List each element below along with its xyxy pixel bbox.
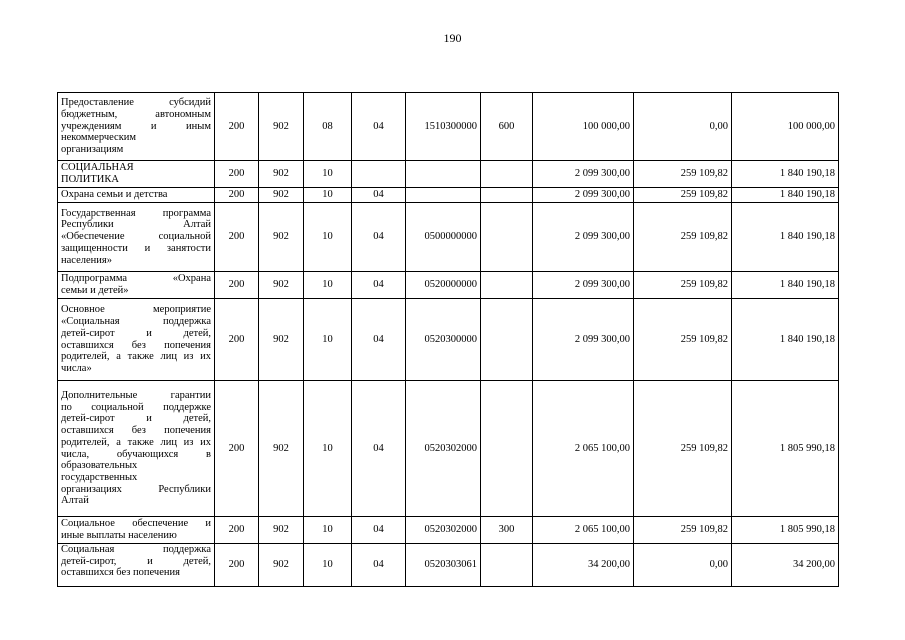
description-line: бюджетным, автономным (61, 108, 211, 120)
description-line: Дополнительные гарантии (61, 389, 211, 401)
table-row (58, 203, 839, 272)
page-number: 190 (443, 31, 462, 45)
table-cell-planned: 2 099 300,00 (533, 188, 634, 203)
table-cell-section: 10 (304, 203, 352, 272)
table-cell-target-item: 0500000000 (406, 203, 481, 272)
description-line: государственных (61, 471, 138, 483)
description-line: «Социальная поддержка (61, 316, 211, 328)
table-cell-admin-code: 200 (215, 93, 259, 161)
description-line: населения» (61, 254, 112, 266)
description-line: организациям (61, 144, 124, 156)
table-cell-section: 10 (304, 381, 352, 517)
table-cell-description (58, 272, 215, 299)
table-cell-subsection: 04 (352, 93, 406, 161)
table-cell-remaining: 1 840 190,18 (732, 161, 839, 188)
table-cell-admin-code: 200 (215, 272, 259, 299)
table-cell-admin-code: 200 (215, 203, 259, 272)
table-row (58, 299, 839, 381)
table-cell-admin-code: 200 (215, 517, 259, 544)
description-line: родителей, а также лиц из их (61, 351, 211, 363)
table-cell-description (58, 161, 215, 188)
description-line: детей-сирот и детей, (61, 413, 211, 425)
description-line: образовательных (61, 460, 138, 472)
table-cell-planned: 2 065 100,00 (533, 381, 634, 517)
table-cell-remaining: 1 805 990,18 (732, 381, 839, 517)
table-cell-subsection: 04 (352, 203, 406, 272)
table-cell-executed: 259 109,82 (634, 517, 732, 544)
table-cell-expense-type (481, 188, 533, 203)
table-cell-executed: 0,00 (634, 93, 732, 161)
table-cell-executed: 0,00 (634, 544, 732, 587)
table-cell-description (58, 381, 215, 517)
table-cell-description (58, 299, 215, 381)
table-cell-target-item: 0520302000 (406, 381, 481, 517)
table-cell-expense-type: 600 (481, 93, 533, 161)
table-cell-planned: 2 099 300,00 (533, 203, 634, 272)
description-line: Предоставление субсидий (61, 97, 211, 109)
table-row (58, 544, 839, 587)
description-line: Алтай (61, 495, 89, 507)
table-row (58, 517, 839, 544)
table-cell-ministry-code: 902 (259, 93, 304, 161)
table-cell-planned: 100 000,00 (533, 93, 634, 161)
description-line: защищенности и занятости (61, 242, 211, 254)
description-line: «Обеспечение социальной (61, 231, 211, 243)
table-cell-admin-code: 200 (215, 381, 259, 517)
table-cell-section: 10 (304, 517, 352, 544)
table-cell-planned: 2 099 300,00 (533, 299, 634, 381)
table-cell-admin-code: 200 (215, 544, 259, 587)
table-cell-description (58, 93, 215, 161)
table-cell-expense-type: 300 (481, 517, 533, 544)
table-cell-section: 10 (304, 299, 352, 381)
table-cell-target-item: 0520303061 (406, 544, 481, 587)
table-cell-expense-type (481, 299, 533, 381)
table-cell-planned: 2 065 100,00 (533, 517, 634, 544)
description-line: Социальная поддержка (61, 544, 211, 555)
table-cell-section: 10 (304, 188, 352, 203)
description-line: ПОЛИТИКА (61, 174, 119, 185)
description-line: родителей, а также лиц из их (61, 436, 211, 448)
budget-table (57, 92, 839, 587)
description-line: Республики Алтай (61, 219, 211, 231)
table-cell-executed: 259 109,82 (634, 381, 732, 517)
description-line: детей-сирот и детей, (61, 327, 211, 339)
table-cell-ministry-code: 902 (259, 272, 304, 299)
table-cell-expense-type (481, 544, 533, 587)
table-cell-subsection: 04 (352, 381, 406, 517)
table-cell-ministry-code: 902 (259, 544, 304, 587)
table-cell-section: 08 (304, 93, 352, 161)
table-cell-remaining: 100 000,00 (732, 93, 839, 161)
description-line: Социальное обеспечение и (61, 518, 211, 530)
description-line: оставшихся без попечения (61, 339, 211, 351)
description-line: семьи и детей» (61, 285, 129, 296)
description-line: иные выплаты населению (61, 530, 177, 541)
table-cell-subsection: 04 (352, 544, 406, 587)
table-cell-subsection: 04 (352, 299, 406, 381)
table-cell-section: 10 (304, 272, 352, 299)
description-line: организациях Республики (61, 483, 211, 495)
table-cell-subsection: 04 (352, 188, 406, 203)
description-line: оставшихся без попечения (61, 425, 211, 437)
table-cell-section: 10 (304, 161, 352, 188)
description-line: учреждениям и иным (61, 120, 211, 132)
table-cell-executed: 259 109,82 (634, 188, 732, 203)
table-cell-admin-code: 200 (215, 188, 259, 203)
description-line: по социальной поддержке (61, 401, 211, 413)
table-cell-remaining: 1 805 990,18 (732, 517, 839, 544)
description-line: Государственная программа (61, 207, 211, 219)
table-cell-target-item: 0520000000 (406, 272, 481, 299)
table-cell-target-item (406, 161, 481, 188)
table-cell-remaining: 34 200,00 (732, 544, 839, 587)
table-cell-remaining: 1 840 190,18 (732, 299, 839, 381)
description-line: СОЦИАЛЬНАЯ (61, 162, 134, 174)
table-cell-subsection: 04 (352, 272, 406, 299)
table-cell-target-item: 0520300000 (406, 299, 481, 381)
description-line: числа» (61, 362, 92, 374)
table-row (58, 188, 839, 203)
table-cell-admin-code: 200 (215, 299, 259, 381)
table-cell-executed: 259 109,82 (634, 299, 732, 381)
table-cell-planned: 2 099 300,00 (533, 272, 634, 299)
table-cell-subsection: 04 (352, 517, 406, 544)
table-cell-ministry-code: 902 (259, 203, 304, 272)
table-row (58, 381, 839, 517)
table-cell-ministry-code: 902 (259, 188, 304, 203)
description-line: оставшихся без попечения (61, 567, 180, 579)
table-cell-executed: 259 109,82 (634, 161, 732, 188)
table-cell-description (58, 203, 215, 272)
description-line: числа, обучающихся в (61, 448, 211, 460)
description-line: детей-сирот, и детей, (61, 555, 211, 567)
table-cell-target-item: 0520302000 (406, 517, 481, 544)
description-line: некоммерческим (61, 132, 137, 144)
table-row (58, 272, 839, 299)
table-cell-ministry-code: 902 (259, 381, 304, 517)
table-cell-remaining: 1 840 190,18 (732, 188, 839, 203)
table-body (58, 93, 839, 587)
table-cell-admin-code: 200 (215, 161, 259, 188)
table-row (58, 161, 839, 188)
table-cell-expense-type (481, 272, 533, 299)
table-cell-subsection (352, 161, 406, 188)
table-cell-description (58, 517, 215, 544)
table-cell-expense-type (481, 381, 533, 517)
description-line: Основное мероприятие (61, 304, 211, 316)
table-cell-ministry-code: 902 (259, 299, 304, 381)
table-cell-planned: 2 099 300,00 (533, 161, 634, 188)
description-line: Охрана семьи и детства (61, 189, 168, 201)
table-cell-executed: 259 109,82 (634, 272, 732, 299)
table-cell-executed: 259 109,82 (634, 203, 732, 272)
table-cell-expense-type (481, 203, 533, 272)
table-cell-remaining: 1 840 190,18 (732, 203, 839, 272)
table-cell-ministry-code: 902 (259, 161, 304, 188)
table-cell-planned: 34 200,00 (533, 544, 634, 587)
table-cell-target-item (406, 188, 481, 203)
table-cell-ministry-code: 902 (259, 517, 304, 544)
table-cell-target-item: 1510300000 (406, 93, 481, 161)
table-cell-expense-type (481, 161, 533, 188)
table-cell-description (58, 188, 215, 203)
table-cell-section: 10 (304, 544, 352, 587)
table-row (58, 93, 839, 161)
table-cell-remaining: 1 840 190,18 (732, 272, 839, 299)
table-cell-description (58, 544, 215, 587)
description-line: Подпрограмма «Охрана (61, 273, 211, 285)
